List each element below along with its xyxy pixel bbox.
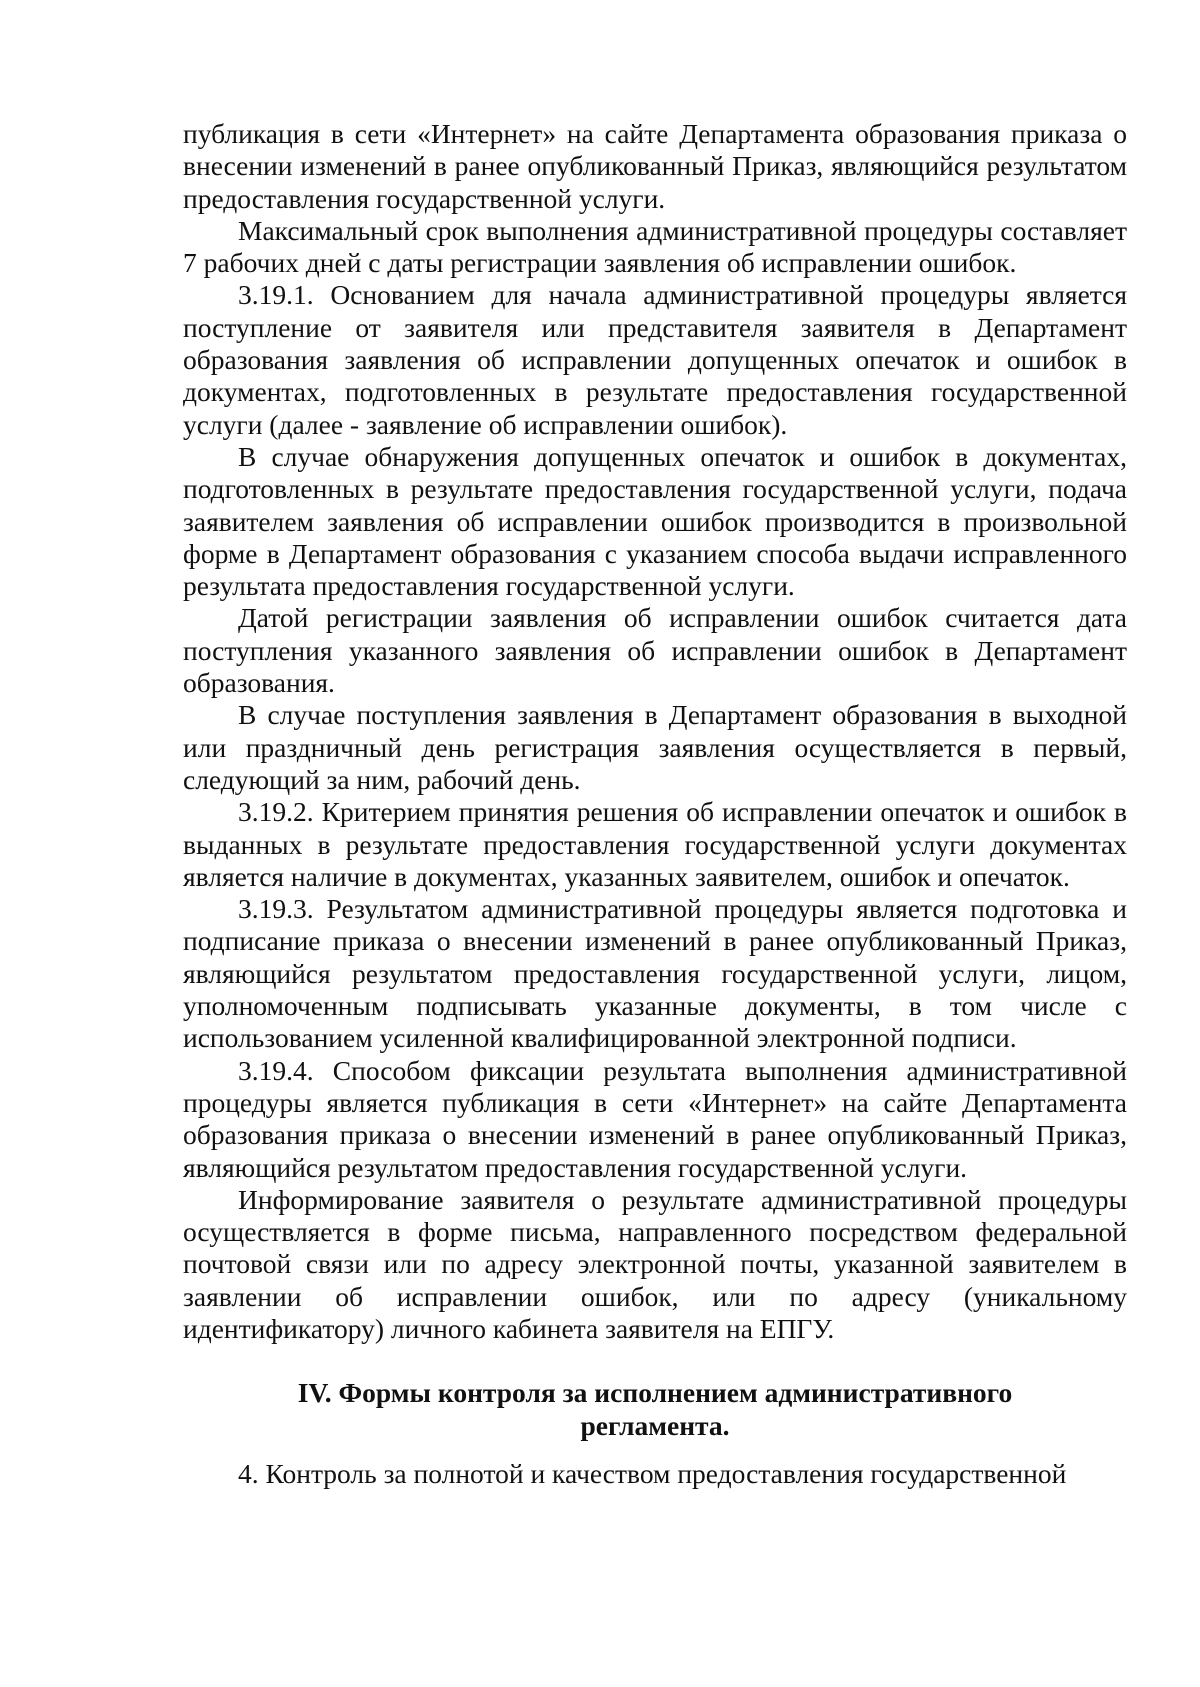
paragraph-informing: Информирование заявителя о результате административной процедуры осуществляется в форме письма, направленного посредством федеральной почтовой связи или по адресу электронной почты, указанной заявителем в заявлении об исправлении ошибок, или по адресу (уникальному идентификатору) личного кабинета заявителя на ЕПГУ. xyxy=(183,1183,1127,1344)
paragraph-4: 4. Контроль за полнотой и качеством предоставления государственной xyxy=(238,1457,1067,1489)
paragraph-errors-found: В случае обнаружения допущенных опечаток и ошибок в документах, подготовленных в результате предоставления государственной услуги, подача заявителем заявления об исправлении ошибок производится в произвольной форме в Департамент образования с указанием способа выдачи исправленного результата предоставления государственной услуги. xyxy=(183,440,1127,602)
paragraph-holiday-registration: В случае поступления заявления в Департамент образования в выходной или праздничный день регистрация заявления осуществляется в первый, следующий за ним, рабочий день. xyxy=(183,699,1127,795)
paragraph-registration-date: Датой регистрации заявления об исправлении ошибок считается дата поступления указанного заявления об исправлении ошибок в Департамент образования. xyxy=(183,602,1127,699)
paragraph-3-19-2: 3.19.2. Критерием принятия решения об исправлении опечаток и ошибок в выданных в результате предоставления государственной услуги документах является наличие в документах, указанных заявителем, ошибок и опечаток. xyxy=(183,796,1127,892)
paragraph-3-19-3: 3.19.3. Результатом административной процедуры является подготовка и подписание приказа о внесении изменений в ранее опубликованный Приказ, являющийся результатом предоставления государственной услуги, лицом, уполномоченным подписывать указанные документы, в том числе с использованием усиленной квалифицированной электронной подписи. xyxy=(183,893,1127,1054)
paragraph-3-19-4: 3.19.4. Способом фиксации результата выполнения административной процедуры является публикация в сети «Интернет» на сайте Департамента образования приказа о внесении изменений в ранее опубликованный Приказ, являющийся результатом предоставления государственной услуги. xyxy=(183,1054,1127,1183)
section-heading: IV. Формы контроля за исполнением административного регламента. xyxy=(297,1377,1013,1441)
paragraph-continuation: публикация в сети «Интернет» на сайте Департамента образования приказа о внесении изменений в ранее опубликованный Приказ, являющийся результатом предоставления государственной услуги. xyxy=(183,118,1127,214)
document-text-body xyxy=(183,118,1127,1490)
paragraph-max-term: Максимальный срок выполнения административной процедуры составляет 7 рабочих дней с даты регистрации заявления об исправлении ошибок. xyxy=(183,214,1127,279)
paragraph-3-19-1: 3.19.1. Основанием для начала административной процедуры является поступление от заявителя или представителя заявителя в Департамент образования заявления об исправлении допущенных опечаток и ошибок в документах, подготовленных в результате предоставления государственной услуги (далее - заявление об исправлении ошибок). xyxy=(183,279,1127,440)
